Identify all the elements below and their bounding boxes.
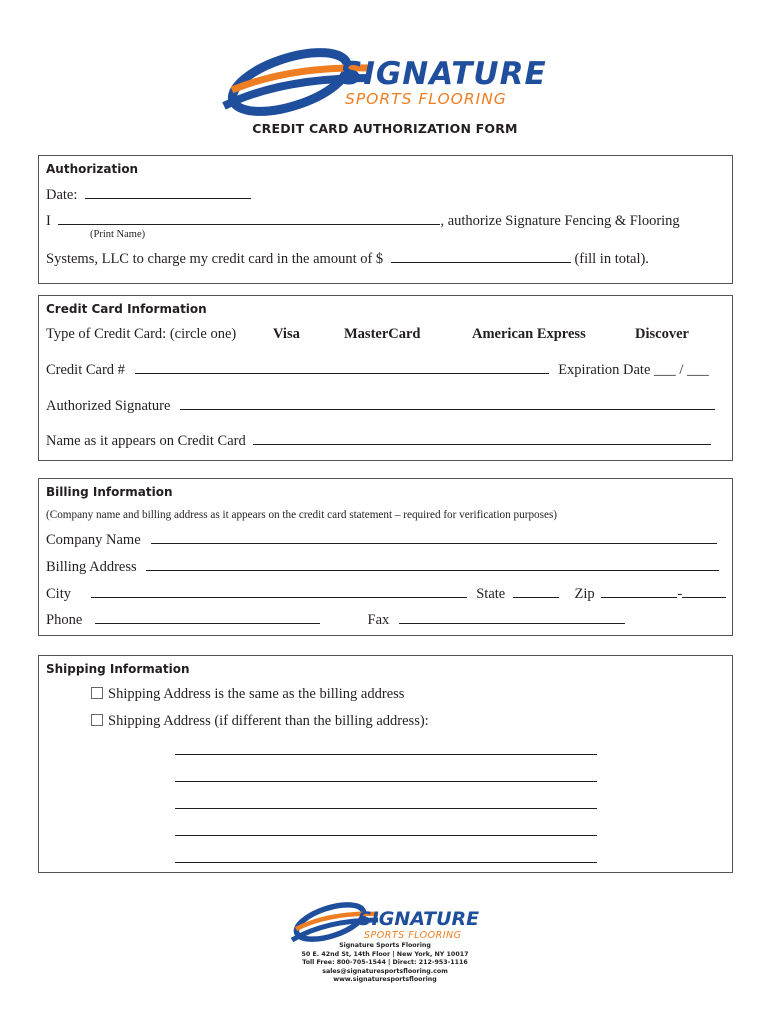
- shipping-address-line-3[interactable]: [175, 808, 597, 809]
- zip-extension-field[interactable]: [682, 585, 726, 598]
- footer-contact: [270, 942, 500, 985]
- charge-text: Systems, LLC to charge my credit card in the amount of $: [46, 251, 384, 267]
- billing-note: (Company name and billing address as it appears on the credit card statement – required for verification purposes): [46, 509, 558, 521]
- company-field[interactable]: [151, 531, 717, 544]
- expiration-field[interactable]: ___ / ___: [654, 362, 709, 378]
- footer-website[interactable]: www.signaturesportsflooring: [333, 976, 437, 984]
- authorization-heading: Authorization: [46, 162, 139, 176]
- form-title: CREDIT CARD AUTHORIZATION FORM: [252, 121, 518, 136]
- company-row: [46, 531, 717, 549]
- phone-label: Phone: [46, 612, 83, 628]
- billing-heading: Billing Information: [46, 485, 173, 499]
- card-type-label: Type of Credit Card: (circle one): [46, 326, 237, 342]
- card-number-field[interactable]: [135, 361, 549, 374]
- card-type-visa[interactable]: Visa: [273, 326, 300, 342]
- name-row: [46, 212, 680, 230]
- card-name-row: [46, 432, 711, 450]
- zip-label: Zip: [574, 586, 595, 602]
- shipping-different-option[interactable]: [91, 713, 429, 730]
- state-label: State: [476, 586, 506, 602]
- card-type-american-express[interactable]: American Express: [472, 326, 586, 342]
- shipping-address-line-5[interactable]: [175, 862, 597, 863]
- billing-section: [38, 478, 733, 636]
- card-name-field[interactable]: [253, 432, 711, 445]
- card-type-discover[interactable]: Discover: [635, 326, 689, 342]
- billing-address-field[interactable]: [146, 558, 719, 571]
- phone-field[interactable]: [95, 611, 320, 624]
- authorize-text: , authorize Signature Fencing & Flooring: [440, 213, 680, 229]
- card-number-label: Credit Card #: [46, 362, 125, 378]
- shipping-same-label: Shipping Address is the same as the billing address: [108, 686, 405, 702]
- billing-address-row: [46, 558, 719, 576]
- city-field[interactable]: [91, 585, 467, 598]
- amount-field[interactable]: [391, 250, 571, 263]
- shipping-same-checkbox[interactable]: [91, 687, 103, 699]
- shipping-same-option[interactable]: [91, 686, 404, 703]
- print-name-caption: (Print Name): [90, 229, 146, 240]
- credit-card-section: [38, 295, 733, 461]
- expiration-label: Expiration Date: [558, 362, 651, 378]
- footer-email[interactable]: sales@signaturesportsflooring.com: [322, 967, 448, 975]
- credit-card-heading: Credit Card Information: [46, 302, 207, 316]
- shipping-section: [38, 655, 733, 873]
- zip-field[interactable]: [601, 585, 677, 598]
- shipping-address-line-1[interactable]: [175, 754, 597, 755]
- fill-total-text: (fill in total).: [574, 251, 649, 267]
- shipping-address-line-2[interactable]: [175, 781, 597, 782]
- card-number-row: [46, 361, 709, 379]
- company-label: Company Name: [46, 532, 141, 548]
- phone-row: [46, 611, 625, 629]
- footer-address: 50 E. 42nd St, 14th Floor | New York, NY 10017: [301, 950, 469, 958]
- signature-row: [46, 397, 715, 415]
- fax-field[interactable]: [399, 611, 625, 624]
- billing-address-label: Billing Address: [46, 559, 137, 575]
- city-row: [46, 585, 726, 603]
- zip-dash: -: [677, 586, 683, 602]
- card-type-mastercard[interactable]: MasterCard: [344, 326, 421, 342]
- fax-label: Fax: [367, 612, 390, 628]
- shipping-different-checkbox[interactable]: [91, 714, 103, 726]
- state-field[interactable]: [513, 585, 559, 598]
- card-name-label: Name as it appears on Credit Card: [46, 433, 246, 449]
- footer-logo-main-text: SIGNATURE: [358, 908, 480, 930]
- logo-main-text: SIGNATURE: [340, 56, 547, 92]
- footer-logo-sub-text: SPORTS FLOORING: [364, 930, 462, 941]
- date-label: Date:: [46, 187, 78, 203]
- footer-phones: Toll Free: 800-705-1544 | Direct: 212-953-1116: [302, 959, 468, 967]
- signature-field[interactable]: [180, 397, 715, 410]
- date-row: [46, 186, 251, 204]
- shipping-different-label: Shipping Address (if different than the billing address):: [108, 713, 429, 729]
- footer-company: Signature Sports Flooring: [339, 942, 431, 949]
- shipping-heading: Shipping Information: [46, 662, 190, 676]
- date-field[interactable]: [85, 186, 251, 199]
- i-label: I: [46, 213, 51, 229]
- authorization-section: [38, 155, 733, 284]
- shipping-address-line-4[interactable]: [175, 835, 597, 836]
- logo-sub-text: SPORTS FLOORING: [345, 90, 507, 108]
- footer-signature-logo: [288, 898, 483, 948]
- city-label: City: [46, 586, 71, 602]
- signature-logo: [220, 44, 550, 120]
- print-name-field[interactable]: [58, 212, 440, 225]
- signature-label: Authorized Signature: [46, 398, 171, 414]
- charge-row: [46, 250, 649, 268]
